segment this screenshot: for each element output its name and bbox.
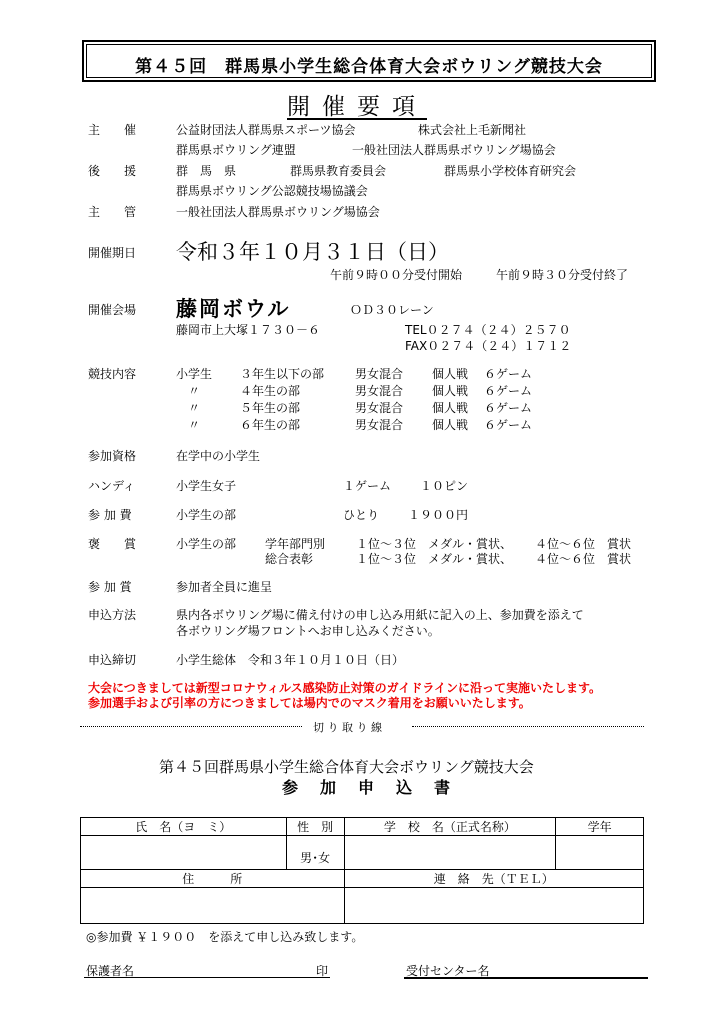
venue-label: 開催会場 [88, 303, 137, 317]
fee-note: ◎参加費 ￥１９００ を添えて申し込み致します。 [86, 930, 364, 944]
event-div: ４年生の部 [240, 384, 301, 398]
event-games: ６ゲーム [484, 384, 533, 398]
cut-label: 切 り 取 り 線 [313, 721, 382, 734]
award-next: ４位～６位 賞状 [535, 537, 632, 551]
venue-name: 藤岡ボウル [176, 297, 291, 321]
event-div: ５年生の部 [240, 401, 301, 415]
cut-line-left [80, 726, 302, 727]
apply-line1: 県内各ボウリング場に備え付けの申し込み用紙に記入の上、参加費を添えて [176, 608, 584, 622]
host-item: 群馬県ボウリング連盟 [176, 143, 296, 157]
school-cell[interactable] [344, 836, 556, 870]
apply-label: 申込方法 [88, 608, 137, 622]
handicap-pins: １０ピン [420, 479, 469, 493]
venue-address: 藤岡市上大塚１７３０－６ [176, 323, 321, 337]
event-type: 個人戦 [432, 367, 469, 381]
apply-line2: 各ボウリング場フロントへお申し込みください。 [176, 624, 440, 638]
handicap-label: ハンディ [88, 479, 136, 493]
event-div: ３年生以下の部 [240, 367, 325, 381]
event-cat: 小学生 [176, 367, 213, 381]
event-mix: 男女混合 [355, 384, 404, 398]
deadline-value: 小学生総体 令和３年１０月１０日（日） [176, 653, 405, 667]
awards-target: 小学生の部 [176, 537, 237, 551]
name-cell[interactable] [81, 836, 287, 870]
events-label: 競技内容 [88, 367, 137, 381]
address-cell[interactable] [81, 888, 345, 924]
header-grade: 学年 [556, 818, 644, 836]
event-type: 個人戦 [432, 401, 469, 415]
sex-cell[interactable]: 男･女 [286, 836, 344, 870]
award-top: １位～３位 メダル・賞状、 [356, 537, 513, 551]
notice-line1: 大会につきましては新型コロナウィルス感染防止対策のガイドラインに沿って実施いたします。 [88, 681, 602, 695]
cut-line-right [412, 726, 644, 727]
fee-target: 小学生の部 [176, 508, 237, 522]
award-name: 学年部門別 [265, 537, 326, 551]
event-mix: 男女混合 [355, 401, 404, 415]
event-mix: 男女混合 [355, 367, 404, 381]
event-mix: 男女混合 [355, 418, 404, 432]
event-games: ６ゲーム [484, 401, 533, 415]
header-school: 学 校 名（正式名称） [344, 818, 556, 836]
event-cat: 〃 [188, 418, 201, 432]
prize-label: 参 加 賞 [88, 580, 132, 594]
handicap-game: １ゲーム [343, 479, 392, 493]
fee-per: ひとり [343, 508, 380, 522]
support-item: 群馬県ボウリング公認競技場協議会 [176, 184, 368, 198]
deadline-label: 申込締切 [88, 653, 137, 667]
manage-label: 主 管 [88, 205, 137, 219]
page-heading: 開催要項 [287, 94, 427, 120]
header-sex: 性 別 [286, 818, 344, 836]
awards-label: 褒 賞 [88, 537, 137, 551]
reception-start: 午前９時００分受付開始 [330, 268, 463, 282]
event-title: 第４５回 群馬県小学生総合体育大会ボウリング競技大会 [135, 57, 603, 77]
reception-end: 午前９時３０分受付終了 [496, 268, 629, 282]
event-date: 令和３年１０月３１日（日） [176, 240, 449, 264]
title-box [82, 40, 656, 82]
venue-lanes: ＯＤ３０レーン [350, 303, 434, 317]
header-name: 氏 名（ヨ ミ） [81, 818, 287, 836]
seal-mark: 印 [316, 964, 329, 978]
contact-cell[interactable] [344, 888, 643, 924]
award-top: １位～３位 メダル・賞状、 [356, 552, 513, 566]
host-item: 株式会社上毛新聞社 [418, 123, 527, 137]
date-label: 開催期日 [88, 246, 137, 260]
header-address: 住 所 [81, 870, 345, 888]
venue-fax: FAX０２７４（２４）１７１２ [405, 339, 572, 353]
support-item: 群 馬 県 [176, 164, 237, 178]
application-table [80, 817, 644, 924]
eligibility-value: 在学中の小学生 [176, 449, 261, 463]
manage-item: 一般社団法人群馬県ボウリング場協会 [176, 205, 380, 219]
event-games: ６ゲーム [484, 367, 533, 381]
event-type: 個人戦 [432, 384, 469, 398]
fee-amount: １９００円 [408, 508, 469, 522]
support-label: 後 援 [88, 164, 137, 178]
notice-line2: 参加選手および引率の方につきましては場内でのマスク着用をお願いいたします。 [88, 696, 531, 710]
event-games: ６ゲーム [484, 418, 533, 432]
event-type: 個人戦 [432, 418, 469, 432]
reception-label: 受付センター名 [406, 964, 490, 978]
host-label: 主 催 [88, 123, 137, 137]
fee-label: 参 加 費 [88, 508, 132, 522]
guardian-underline[interactable] [84, 977, 330, 978]
venue-tel: TEL０２７４（２４）２５７０ [405, 323, 571, 337]
reception-underline[interactable] [404, 977, 648, 979]
eligibility-label: 参加資格 [88, 449, 137, 463]
event-cat: 〃 [188, 401, 201, 415]
support-item: 群馬県教育委員会 [290, 164, 387, 178]
host-item: 一般社団法人群馬県ボウリング場協会 [352, 143, 556, 157]
prize-value: 参加者全員に進呈 [176, 580, 273, 594]
handicap-target: 小学生女子 [176, 479, 237, 493]
guardian-label: 保護者名 [86, 964, 135, 978]
host-item: 公益財団法人群馬県スポーツ協会 [176, 123, 356, 137]
support-item: 群馬県小学校体育研究会 [444, 164, 577, 178]
award-next: ４位～６位 賞状 [535, 552, 632, 566]
event-cat: 〃 [188, 384, 201, 398]
award-name: 総合表彰 [265, 552, 314, 566]
form-subtitle: 参 加 申 込 書 [282, 778, 454, 797]
grade-cell[interactable] [556, 836, 644, 870]
header-contact: 連 絡 先（ＴＥＬ） [344, 870, 643, 888]
form-title: 第４５回群馬県小学生総合体育大会ボウリング競技大会 [159, 758, 534, 776]
event-div: ６年生の部 [240, 418, 301, 432]
